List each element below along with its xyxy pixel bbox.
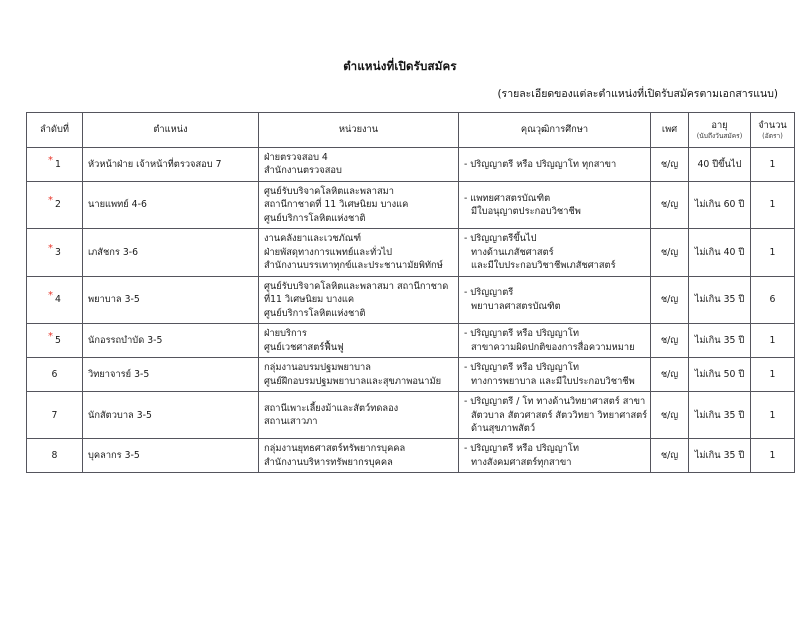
cell-sex: ช/ญ [651,392,689,439]
cell-position: วิทยาจารย์ 3-5 [83,358,259,392]
cell-age: ไม่เกิน 50 ปี [689,358,751,392]
column-header-qualification: คุณวุฒิการศึกษา [459,113,651,148]
cell-sex: ช/ญ [651,324,689,358]
job-positions-table [26,112,795,473]
table-row [27,148,795,182]
cell-sex: ช/ญ [651,229,689,276]
cell-age: ไม่เกิน 35 ปี [689,439,751,473]
qualification-line: - ปริญญาตรี หรือ ปริญญาโท ทุกสาขา [464,158,617,170]
qualification-line: - ปริญญาตรี หรือ ปริญญาโท [464,443,579,455]
row-number: 4 [55,294,61,306]
cell-position: นายแพทย์ 4-6 [83,181,259,228]
qualification-line: ทางสังคมศาสตร์ทุกสาขา [471,456,572,468]
cell-count: 1 [751,324,795,358]
asterisk-marker-icon: * [48,330,54,342]
cell-qualification [459,324,651,358]
qualification-line: - ปริญญาตรี หรือ ปริญญาโท [464,362,579,374]
unit-line: ฝ่ายบริการ [264,328,307,340]
row-number: 6 [51,368,58,380]
cell-qualification [459,439,651,473]
qualification-line: - ปริญญาตรีขึ้นไป [464,233,537,245]
cell-qualification [459,358,651,392]
cell-age: ไม่เกิน 60 ปี [689,181,751,228]
qualification-line: และมีใบประกอบวิชาชีพเภสัชศาสตร์ [471,260,616,272]
cell-age: ไม่เกิน 35 ปี [689,392,751,439]
cell-unit [259,276,459,323]
row-number: 8 [51,450,58,462]
cell-age: 40 ปีขึ้นไป [689,148,751,182]
unit-line: สำนักงานบริหารทรัพยากรบุคคล [264,456,393,468]
qualification-line: - ปริญญาตรี หรือ ปริญญาโท [464,328,579,340]
asterisk-marker-icon: * [48,154,54,166]
column-header-sex: เพศ [651,113,689,148]
cell-no [27,276,83,323]
column-header-no: ลำดับที่ [27,113,83,148]
cell-no [27,148,83,182]
column-header-count-label: จำนวน [758,120,787,132]
qualification-line: - ปริญญาตรี [464,287,514,299]
cell-no [27,358,83,392]
qualification-line: ทางด้านเภสัชศาสตร์ [471,246,554,258]
cell-count: 1 [751,439,795,473]
column-header-age [689,113,751,148]
cell-count: 1 [751,148,795,182]
column-header-age-sublabel: (นับถึงวันสมัคร) [696,131,743,140]
row-number: 7 [51,409,58,421]
table-header-row [27,113,795,148]
cell-age: ไม่เกิน 35 ปี [689,276,751,323]
table-row [27,229,795,276]
cell-qualification [459,392,651,439]
cell-count: 1 [751,229,795,276]
column-header-position: ตำแหน่ง [83,113,259,148]
row-number: 3 [55,246,61,258]
cell-unit [259,148,459,182]
qualification-line: - ปริญญาตรี / โท ทางด้านวิทยาศาสตร์ สาขา [464,396,646,408]
column-header-count [751,113,795,148]
qualification-line: ด้านสุขภาพสัตว์ [471,422,536,434]
unit-line: สำนักงานตรวจสอบ [264,165,342,177]
cell-count: 6 [751,276,795,323]
cell-qualification [459,181,651,228]
cell-unit [259,324,459,358]
cell-qualification [459,276,651,323]
cell-qualification [459,148,651,182]
row-number: 2 [55,199,61,211]
unit-line: สถานีกาชาดที่ 11 วิเศษนิยม บางแค [264,199,409,211]
document-page [0,58,800,624]
cell-sex: ช/ญ [651,358,689,392]
cell-no [27,392,83,439]
cell-sex: ช/ญ [651,181,689,228]
table-row [27,392,795,439]
cell-count: 1 [751,392,795,439]
cell-position: เภสัชกร 3-6 [83,229,259,276]
unit-line: ศูนย์บริการโลหิตแห่งชาติ [264,212,366,224]
cell-unit [259,439,459,473]
column-header-unit: หน่วยงาน [259,113,459,148]
cell-position: บุคลากร 3-5 [83,439,259,473]
cell-count: 1 [751,358,795,392]
unit-line: ศูนย์ฝึกอบรมปฐมพยาบาลและสุขภาพอนามัย [264,375,442,387]
cell-no [27,439,83,473]
unit-line: กลุ่มงานอบรมปฐมพยาบาล [264,362,371,374]
cell-sex: ช/ญ [651,276,689,323]
asterisk-marker-icon: * [48,242,54,254]
unit-line: ศูนย์บริการโลหิตแห่งชาติ [264,307,366,319]
cell-unit [259,229,459,276]
cell-qualification [459,229,651,276]
cell-unit [259,392,459,439]
cell-no [27,229,83,276]
unit-line: ฝ่ายพัสดุทางการแพทย์และทั่วไป [264,246,392,258]
cell-age: ไม่เกิน 35 ปี [689,324,751,358]
table-header [27,113,795,148]
cell-position: นักอรรถบำบัด 3-5 [83,324,259,358]
page-subtitle: (รายละเอียดของแต่ละตำแหน่งที่เปิดรับสมัครตามเอกสารแนบ) [497,88,778,100]
unit-line: กลุ่มงานยุทธศาสตร์ทรัพยากรบุคคล [264,443,406,455]
cell-no [27,324,83,358]
column-header-count-sublabel: (อัตรา) [762,131,783,140]
qualification-line: - แพทยศาสตรบัณฑิต [464,192,551,204]
asterisk-marker-icon: * [48,195,54,207]
cell-position: พยาบาล 3-5 [83,276,259,323]
cell-count: 1 [751,181,795,228]
asterisk-marker-icon: * [48,290,54,302]
qualification-line: พยาบาลศาสตรบัณฑิต [471,300,561,312]
cell-no [27,181,83,228]
cell-sex: ช/ญ [651,148,689,182]
unit-line: สถานีเพาะเลี้ยงม้าและสัตว์ทดลอง [264,402,399,414]
unit-line: ฝ่ายตรวจสอบ 4 [264,152,328,163]
qualification-line: มีใบอนุญาตประกอบวิชาชีพ [471,206,581,218]
table-row [27,439,795,473]
unit-line: ศูนย์รับบริจาคโลหิตและพลาสมา [264,185,394,197]
cell-position: นักสัตวบาล 3-5 [83,392,259,439]
cell-age: ไม่เกิน 40 ปี [689,229,751,276]
table-row [27,324,795,358]
unit-line: สถานเสาวภา [264,416,318,428]
page-title: ตำแหน่งที่เปิดรับสมัคร [343,59,457,73]
qualification-line: ทางการพยาบาล และมีใบประกอบวิชาชีพ [471,375,635,387]
unit-line: งานคลังยาและเวชภัณฑ์ [264,233,362,245]
table-row [27,276,795,323]
cell-unit [259,181,459,228]
qualification-line: สาขาความผิดปกติของการสื่อความหมาย [471,341,635,353]
table-body [27,148,795,473]
table-row [27,181,795,228]
qualification-line: สัตวบาล สัตวศาสตร์ สัตววิทยา วิทยาศาสตร์ [471,409,648,421]
unit-line: ที่11 วิเศษนิยม บางแค [264,294,355,306]
cell-sex: ช/ญ [651,439,689,473]
row-number: 5 [55,334,61,346]
cell-unit [259,358,459,392]
unit-line: ศูนย์เวชศาสตร์ฟื้นฟู [264,341,344,353]
unit-line: ศูนย์รับบริจาคโลหิตและพลาสมา สถานีกาชาด [264,280,449,292]
unit-line: สำนักงานบรรเทาทุกข์และประชานามัยพิทักษ์ [264,260,443,272]
cell-position: หัวหน้าฝ่าย เจ้าหน้าที่ตรวจสอบ 7 [83,148,259,182]
column-header-age-label: อายุ [711,120,728,132]
table-row [27,358,795,392]
job-positions-table-container [26,112,787,473]
row-number: 1 [55,158,61,170]
